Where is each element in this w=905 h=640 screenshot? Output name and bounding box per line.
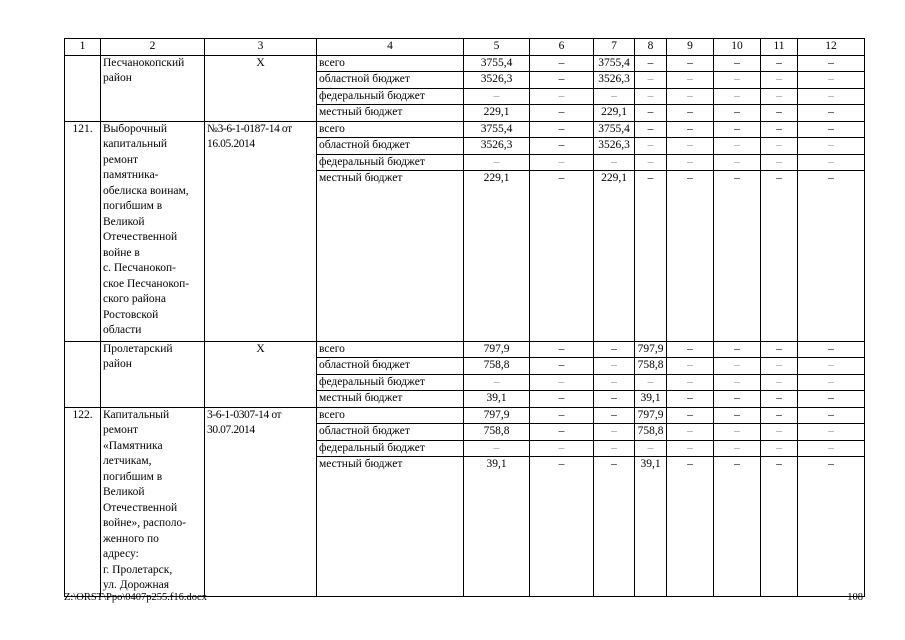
budget-source-label: местный бюджет	[317, 391, 464, 408]
budget-source-label: областной бюджет	[317, 138, 464, 155]
column-number: 4	[317, 39, 464, 56]
budget-source-label: областной бюджет	[317, 72, 464, 89]
budget-source-label: всего	[317, 341, 464, 358]
value-cell: –	[761, 154, 798, 171]
budget-source-label: федеральный бюджет	[317, 440, 464, 457]
value-cell: –	[798, 154, 865, 171]
object-name: Капитальный ремонт «Памятника летчикам, погибшим в Великой Отечественной войне», располо- женного по адресу: г. Пролетарск, ул. Дорожная	[101, 407, 205, 596]
value-cell: –	[761, 55, 798, 72]
value-cell: 229,1	[594, 171, 635, 342]
value-cell: 229,1	[464, 171, 530, 342]
region-marker: Х	[205, 341, 317, 407]
value-cell: –	[594, 341, 635, 358]
value-cell: –	[714, 391, 761, 408]
value-cell: 758,8	[635, 358, 667, 375]
value-cell: –	[714, 424, 761, 441]
value-cell: –	[530, 457, 594, 597]
value-cell: –	[761, 457, 798, 597]
value-cell: –	[667, 154, 714, 171]
column-number: 9	[667, 39, 714, 56]
value-cell: –	[798, 424, 865, 441]
budget-source-label: всего	[317, 55, 464, 72]
value-cell: –	[530, 105, 594, 122]
value-cell: –	[714, 72, 761, 89]
value-cell: –	[714, 154, 761, 171]
value-cell: –	[714, 171, 761, 342]
value-cell: –	[714, 55, 761, 72]
value-cell: –	[667, 440, 714, 457]
value-cell: 758,8	[635, 424, 667, 441]
value-cell: –	[530, 88, 594, 105]
value-cell: –	[667, 341, 714, 358]
page-number: 108	[847, 592, 863, 603]
value-cell: –	[530, 154, 594, 171]
value-cell: –	[594, 440, 635, 457]
value-cell: –	[798, 391, 865, 408]
value-cell: –	[798, 55, 865, 72]
object-name: Выборочный капитальный ремонт памятника- обелиска воинам, погибшим в Великой Отечественной войне в с. Песчанокоп- ское Песчанокоп- ского района Ростовской области	[101, 121, 205, 341]
value-cell: –	[464, 440, 530, 457]
value-cell: –	[714, 407, 761, 424]
value-cell: –	[667, 105, 714, 122]
value-cell: –	[798, 105, 865, 122]
budget-source-label: федеральный бюджет	[317, 88, 464, 105]
value-cell: –	[464, 88, 530, 105]
budget-source-label: всего	[317, 121, 464, 138]
value-cell: –	[594, 407, 635, 424]
file-path: Z:\ORST\Ppo\0407p255.f16.docx	[64, 592, 207, 603]
budget-source-label: областной бюджет	[317, 424, 464, 441]
budget-source-label: всего	[317, 407, 464, 424]
value-cell: –	[714, 341, 761, 358]
region-name: Песчанокопский район	[101, 55, 205, 121]
value-cell: –	[667, 55, 714, 72]
column-number: 6	[530, 39, 594, 56]
column-number: 12	[798, 39, 865, 56]
approval-document: №3-6-1-0187-14 от 16.05.2014	[205, 121, 317, 341]
value-cell: –	[464, 154, 530, 171]
value-cell: –	[635, 374, 667, 391]
value-cell: –	[798, 457, 865, 597]
value-cell: –	[635, 154, 667, 171]
value-cell: –	[667, 391, 714, 408]
row-number: 122.	[65, 407, 101, 596]
value-cell: –	[667, 374, 714, 391]
column-number: 3	[205, 39, 317, 56]
value-cell: –	[594, 457, 635, 597]
value-cell: 758,8	[464, 424, 530, 441]
value-cell: –	[798, 407, 865, 424]
budget-source-label: местный бюджет	[317, 171, 464, 342]
value-cell: 39,1	[635, 457, 667, 597]
value-cell: –	[667, 88, 714, 105]
value-cell: –	[635, 88, 667, 105]
value-cell: –	[761, 121, 798, 138]
value-cell: 3526,3	[464, 72, 530, 89]
value-cell: –	[761, 171, 798, 342]
budget-source-label: местный бюджет	[317, 457, 464, 597]
value-cell: –	[635, 105, 667, 122]
column-number: 1	[65, 39, 101, 56]
value-cell: 3755,4	[464, 121, 530, 138]
value-cell: –	[594, 424, 635, 441]
value-cell: –	[761, 105, 798, 122]
value-cell: 39,1	[464, 457, 530, 597]
value-cell: –	[464, 374, 530, 391]
value-cell: –	[667, 72, 714, 89]
value-cell: –	[714, 374, 761, 391]
value-cell: 3755,4	[594, 55, 635, 72]
value-cell: –	[530, 391, 594, 408]
value-cell: 39,1	[464, 391, 530, 408]
column-number: 11	[761, 39, 798, 56]
value-cell: –	[714, 358, 761, 375]
value-cell: –	[594, 358, 635, 375]
value-cell: –	[714, 457, 761, 597]
region-row	[65, 341, 865, 358]
value-cell: 3755,4	[594, 121, 635, 138]
value-cell: –	[667, 424, 714, 441]
value-cell: –	[714, 88, 761, 105]
object-row	[65, 407, 865, 424]
budget-table	[64, 38, 865, 597]
value-cell: 797,9	[635, 341, 667, 358]
value-cell: –	[530, 424, 594, 441]
value-cell: –	[635, 440, 667, 457]
value-cell: –	[530, 341, 594, 358]
value-cell: –	[530, 374, 594, 391]
value-cell: –	[635, 138, 667, 155]
value-cell: –	[530, 358, 594, 375]
value-cell: –	[635, 72, 667, 89]
value-cell: –	[667, 358, 714, 375]
value-cell: –	[798, 138, 865, 155]
value-cell: –	[530, 171, 594, 342]
value-cell: –	[714, 105, 761, 122]
value-cell: –	[530, 407, 594, 424]
value-cell: –	[761, 88, 798, 105]
value-cell: –	[761, 358, 798, 375]
value-cell: –	[761, 424, 798, 441]
column-number: 2	[101, 39, 205, 56]
column-number-row	[65, 39, 865, 56]
budget-source-label: федеральный бюджет	[317, 374, 464, 391]
budget-source-label: местный бюджет	[317, 105, 464, 122]
value-cell: –	[667, 407, 714, 424]
column-number: 5	[464, 39, 530, 56]
value-cell: 3526,3	[464, 138, 530, 155]
value-cell: 229,1	[594, 105, 635, 122]
value-cell: 758,8	[464, 358, 530, 375]
value-cell: –	[798, 171, 865, 342]
value-cell: –	[667, 121, 714, 138]
value-cell: –	[798, 341, 865, 358]
value-cell: 39,1	[635, 391, 667, 408]
value-cell: –	[667, 138, 714, 155]
value-cell: –	[798, 121, 865, 138]
value-cell: –	[798, 440, 865, 457]
value-cell: –	[714, 121, 761, 138]
region-row	[65, 55, 865, 72]
value-cell: –	[761, 391, 798, 408]
value-cell: –	[761, 407, 798, 424]
value-cell: –	[761, 341, 798, 358]
value-cell: –	[594, 374, 635, 391]
region-marker: Х	[205, 55, 317, 121]
region-name: Пролетарский район	[101, 341, 205, 407]
value-cell: 3755,4	[464, 55, 530, 72]
value-cell: –	[667, 457, 714, 597]
value-cell: –	[635, 121, 667, 138]
value-cell: –	[761, 138, 798, 155]
value-cell: –	[798, 358, 865, 375]
row-number	[65, 341, 101, 407]
value-cell: –	[530, 440, 594, 457]
value-cell: –	[667, 171, 714, 342]
row-number: 121.	[65, 121, 101, 341]
value-cell: –	[798, 72, 865, 89]
value-cell: –	[635, 171, 667, 342]
value-cell: –	[530, 72, 594, 89]
value-cell: –	[635, 55, 667, 72]
column-number: 8	[635, 39, 667, 56]
value-cell: 3526,3	[594, 72, 635, 89]
column-number: 7	[594, 39, 635, 56]
value-cell: –	[530, 55, 594, 72]
value-cell: –	[530, 121, 594, 138]
value-cell: –	[594, 88, 635, 105]
value-cell: –	[530, 138, 594, 155]
value-cell: –	[761, 440, 798, 457]
object-row	[65, 121, 865, 138]
value-cell: 229,1	[464, 105, 530, 122]
row-number	[65, 55, 101, 121]
value-cell: –	[594, 391, 635, 408]
value-cell: –	[798, 88, 865, 105]
column-number: 10	[714, 39, 761, 56]
value-cell: –	[594, 154, 635, 171]
value-cell: –	[714, 440, 761, 457]
approval-document: 3-6-1-0307-14 от 30.07.2014	[205, 407, 317, 596]
value-cell: –	[761, 374, 798, 391]
value-cell: –	[714, 138, 761, 155]
value-cell: –	[761, 72, 798, 89]
value-cell: 797,9	[464, 341, 530, 358]
value-cell: 797,9	[635, 407, 667, 424]
value-cell: –	[798, 374, 865, 391]
budget-source-label: федеральный бюджет	[317, 154, 464, 171]
value-cell: 3526,3	[594, 138, 635, 155]
budget-source-label: областной бюджет	[317, 358, 464, 375]
value-cell: 797,9	[464, 407, 530, 424]
